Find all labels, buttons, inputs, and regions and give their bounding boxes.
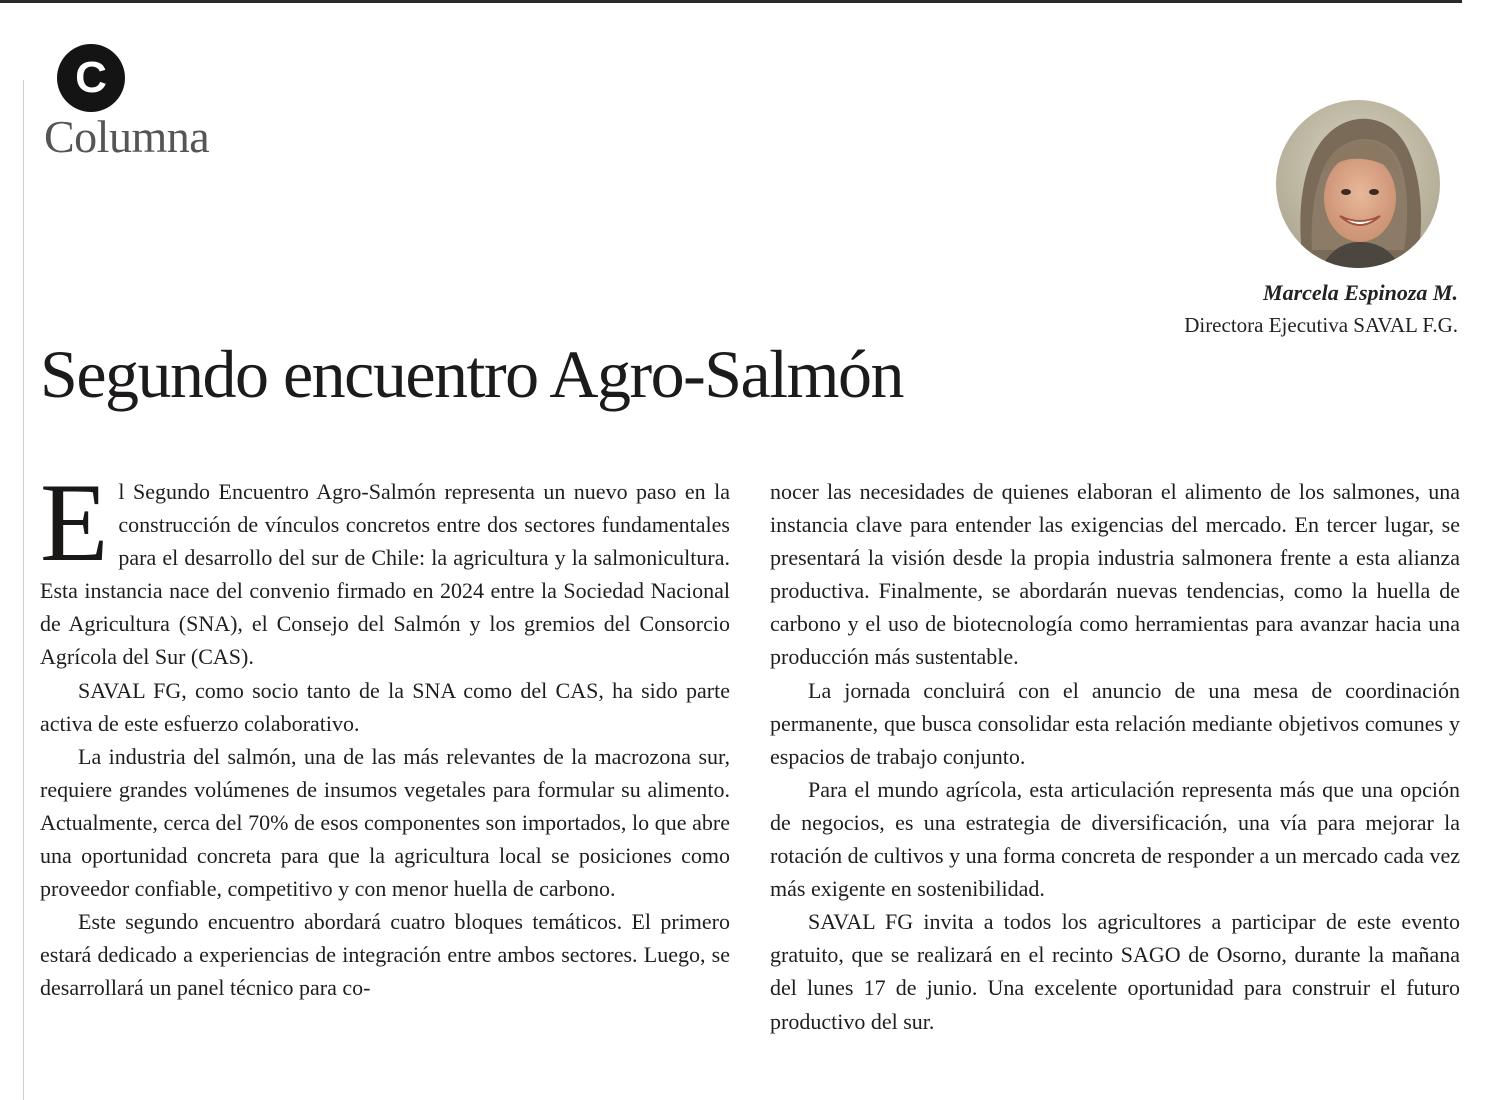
article-headline: Segundo encuentro Agro-Salmón [40, 336, 904, 412]
left-margin-rule [23, 80, 24, 1100]
drop-cap: E [40, 461, 109, 585]
article-paragraph: SAVAL FG invita a todos los agricultores a participar de este evento gratuito, que se realizará en el recinto SAGO de Osorno, durante la mañana del lunes 17 de junio. Una excelente oportunidad para construir el futuro productivo del sur. [770, 909, 1460, 1034]
author-portrait-image [1276, 100, 1440, 268]
section-badge: C [57, 44, 125, 112]
article-paragraph: nocer las necesidades de quienes elaboran el alimento de los salmones, una instancia clave para entender las exigencias del mercado. En tercer lugar, se presentará la visión desde la propia industria salmonera frente a esta alianza productiva. Finalmente, se abordarán nuevas tendencias, como la huella de carbono y el uso de biotecnología como herramientas para avanzar hacia una producción más sustentable. [770, 479, 1460, 670]
author-name: Marcela Espinoza M. [1263, 280, 1458, 305]
article-paragraph: La industria del salmón, una de las más relevantes de la macrozona sur, requiere grandes volúmenes de insumos vegetales para formular su alimento. Actualmente, cerca del 70% de esos componentes son importados, lo que abre una oportunidad concreta para que la agricultura local se posiciones como proveedor confiable, competitivo y con menor huella de carbono. [40, 743, 730, 902]
author-role: Directora Ejecutiva SAVAL F.G. [1184, 313, 1458, 337]
article-paragraph: Este segundo encuentro abordará cuatro bloques temáticos. El primero estará dedicado a experiencias de integración entre ambos sectores. Luego, se desarrollará un panel técnico para co- [40, 909, 730, 1001]
article-column-right [770, 475, 1460, 1038]
article-paragraph: Para el mundo agrícola, esta articulación representa más que una opción de negocios, es una estrategia de diversificación, una vía para mejorar la rotación de cultivos y una forma concreta de responder a un mercado cada vez más exigente en sostenibilidad. [770, 776, 1460, 902]
paragraph-text: l Segundo Encuentro Agro-Salmón representa un nuevo paso en la construcción de vínculos concretos entre dos sectores fundamentales para el desarrollo del sur de Chile: la agricultura y la salmonicultura. Esta instancia nace del convenio firmado en 2024 entre la Sociedad Nacional de Agricultura (SNA), el Consejo del Salmón y los gremios del Consorcio Agrícola del Sur (CAS). [40, 479, 730, 670]
article-column-left [40, 461, 730, 1005]
article-paragraph: SAVAL FG, como socio tanto de la SNA como del CAS, ha sido parte activa de este esfuerzo colaborativo. [40, 677, 730, 736]
article-paragraph [40, 461, 730, 674]
top-rule [0, 0, 1462, 3]
section-label: Columna [44, 111, 210, 162]
author-photo [1276, 100, 1440, 268]
article-paragraph: La jornada concluirá con el anuncio de una mesa de coordinación permanente, que busca consolidar esta relación mediante objetivos comunes y espacios de trabajo conjunto. [770, 677, 1460, 769]
